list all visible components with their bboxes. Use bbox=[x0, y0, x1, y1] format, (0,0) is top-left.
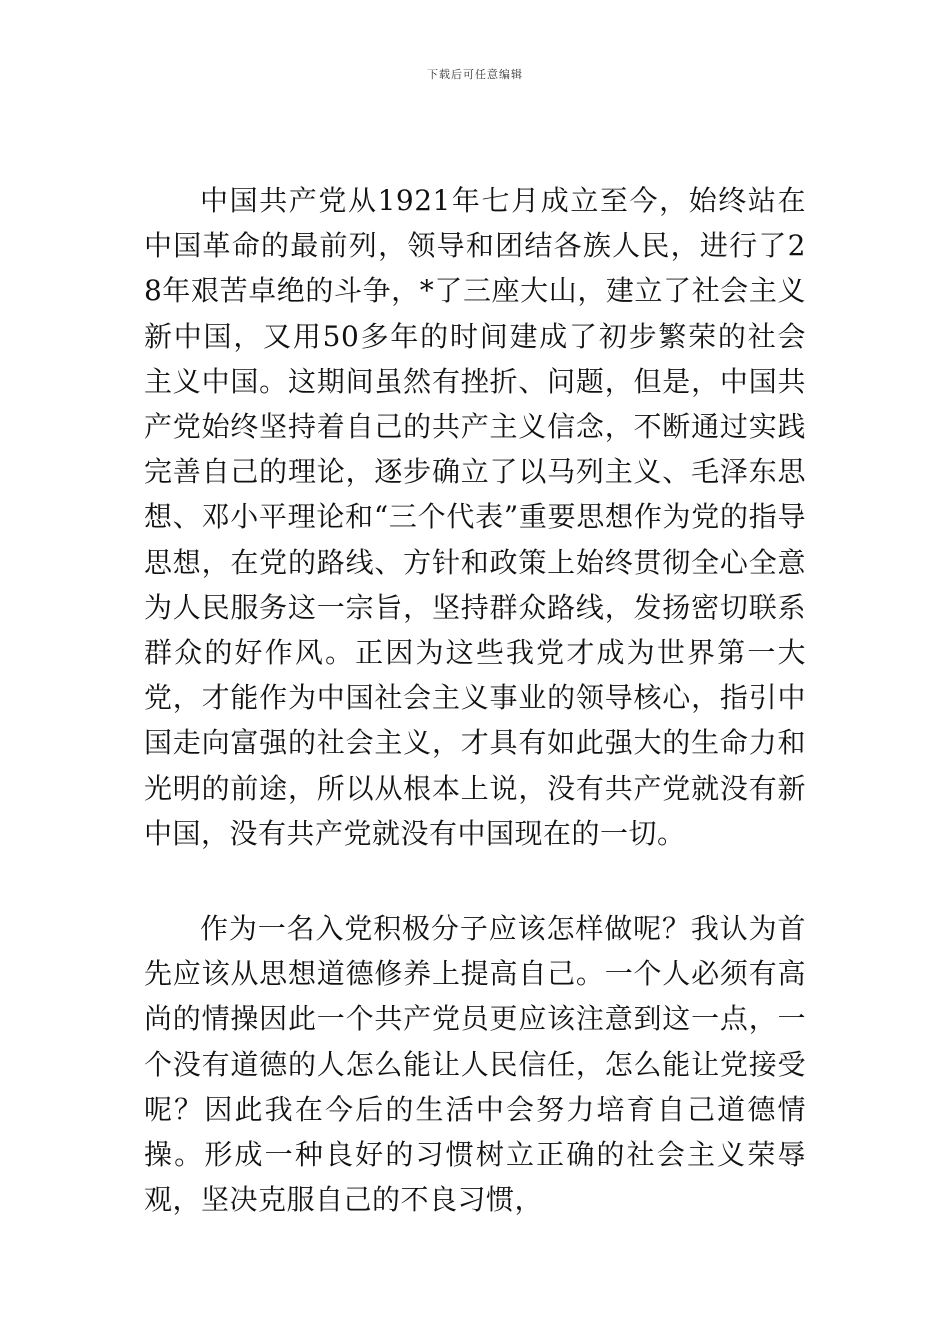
paragraph-1: 中国共产党从1921年七月成立至今，始终站在中国革命的最前列，领导和团结各族人民，进行了28年艰苦卓绝的斗争，*了三座大山，建立了社会主义新中国，又用50多年的时间建成了初步繁荣的社会主义中国。这期间虽然有挫折、问题，但是，中国共产党始终坚持着自己的共产主义信念，不断通过实践完善自己的理论，逐步确立了以马列主义、毛泽东思想、邓小平理论和“三个代表”重要思想作为党的指导思想，在党的路线、方针和政策上始终贯彻全心全意为人民服务这一宗旨，坚持群众路线，发扬密切联系群众的好作风。正因为这些我党才成为世界第一大党，才能作为中国社会主义事业的领导核心，指引中国走向富强的社会主义，才具有如此强大的生命力和光明的前途，所以从根本上说，没有共产党就没有新中国，没有共产党就没有中国现在的一切。 bbox=[144, 184, 806, 850]
header-note: 下载后可任意编辑 bbox=[427, 68, 523, 81]
document-body bbox=[144, 178, 806, 1222]
paragraph-2: 作为一名入党积极分子应该怎样做呢？我认为首先应该从思想道德修养上提高自己。一个人必须有高尚的情操因此一个共产党员更应该注意到这一点，一个没有道德的人怎么能让人民信任，怎么能让党接受呢？因此我在今后的生活中会努力培育自己道德情操。形成一种良好的习惯树立正确的社会主义荣辱观，坚决克服自己的不良习惯， bbox=[144, 912, 806, 1217]
